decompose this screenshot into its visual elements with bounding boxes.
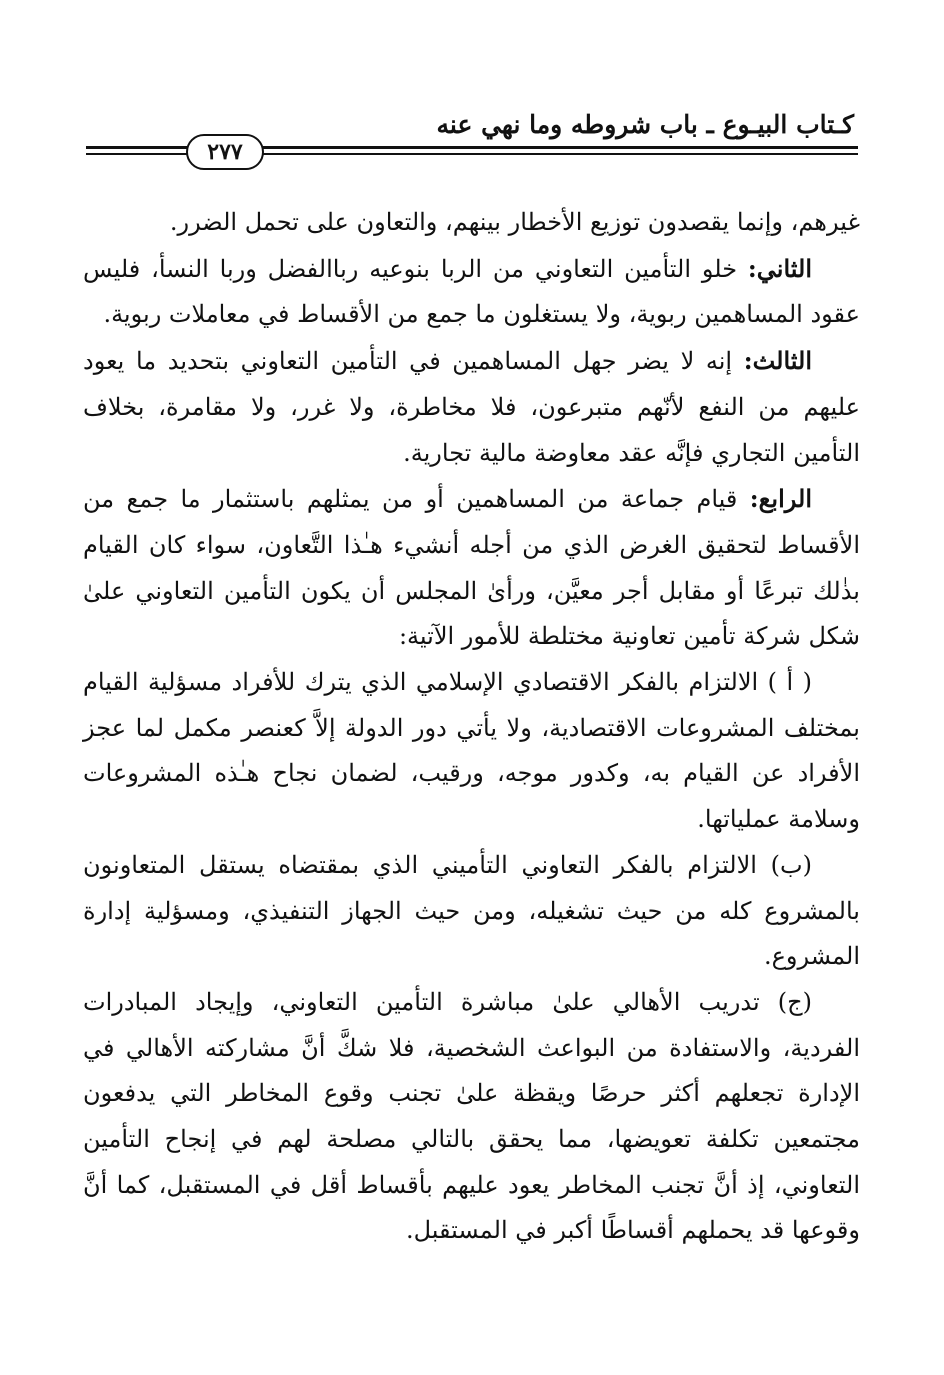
list-item-text: (ج) تدريب الأهالي علىٰ مباشرة التأمين التعاوني، وإيجاد المبادرات الفردية، والاستفادة من البواعث الشخصية، فلا شكَّ أنَّ مشاركته الأهالي في الإدارة تجعلهم أكثر حرصًا ويقظة علىٰ تجنب وقوع المخاطر التي يدفعون مجتمعين تكلفة تعويضها، مما يحقق بالتالي مصلحة لهم في إنجاح التأمين التعاوني، إذ أنَّ تجنب المخاطر يعود عليهم بأقساط أقل في المستقبل، كما أنَّ وقوعها قد يحملهم أقساطًا أكبر في المستقبل. — [83, 987, 860, 1245]
paragraph-lead: الثاني: — [747, 253, 812, 283]
paragraph-text: خلو التأمين التعاوني من الربا بنوعيه رباالفضل وربا النسأ، فليس عقود المساهمين ربوية، ولا يستغلون ما جمع من الأقساط في معاملات ربوية. — [83, 254, 860, 329]
paragraph-continuation — [83, 200, 860, 246]
paragraph-second — [83, 246, 860, 338]
paragraph-text: غيرهم، وإنما يقصدون توزيع الأخطار بينهم، والتعاون على تحمل الضرر. — [169, 208, 860, 236]
list-item-text: (ب) الالتزام بالفكر التعاوني التأميني الذي بمقتضاه يستقل المتعاونون بالمشروع كله من حيث تشغيله، ومن حيث الجهاز التنفيذي، ومسؤلية إدارة المشروع. — [83, 850, 860, 971]
paragraph-lead: الرابع: — [749, 484, 812, 514]
paragraph-text: إنه لا يضر جهل المساهمين في التأمين التعاوني بتحديد ما يعود عليهم من النفع لأنّهم متبرعون، فلا مخاطرة، ولا غرر، ولا مقامرة، بخلاف التأمين التجاري فإنَّه عقد معاوضة مالية تجارية. — [83, 347, 860, 467]
paragraph-third — [83, 338, 860, 476]
paragraph-lead: الثالث: — [743, 346, 812, 376]
paragraph-fourth — [83, 476, 860, 660]
page-number: ٢٧٧ — [186, 134, 264, 170]
list-item-text: ( أ ) الالتزام بالفكر الاقتصادي الإسلامي الذي يترك للأفراد مسؤلية القيام بمختلف المشروعات الاقتصادية، ولا يأتي دور الدولة إلاَّ كعنصر مكمل لما عجز الأفراد عن القيام به، وكدور موجه، ورقيب، لضمان نجاح هـٰذه المشروعات وسلامة عملياتها. — [83, 668, 860, 834]
running-title: كـتاب البيـوع ـ باب شروطه وما نهي عنه — [436, 110, 854, 139]
list-item-c — [83, 980, 860, 1254]
paragraph-text: قيام جماعة من المساهمين أو من يمثلهم باستثمار ما جمع من الأقساط لتحقيق الغرض الذي من أجله أنشيء هـٰذا التَّعاون، سواء كان القيام بذٰلك تبرعًا أو مقابل أجر معيَّن، ورأىٰ المجلس أن يكون التأمين التعاوني علىٰ شكل شركة تأمين تعاونية مختلطة للأمور الآتية: — [83, 485, 860, 651]
body-text — [83, 200, 860, 1254]
list-item-a — [83, 660, 860, 843]
list-item-b — [83, 843, 860, 980]
